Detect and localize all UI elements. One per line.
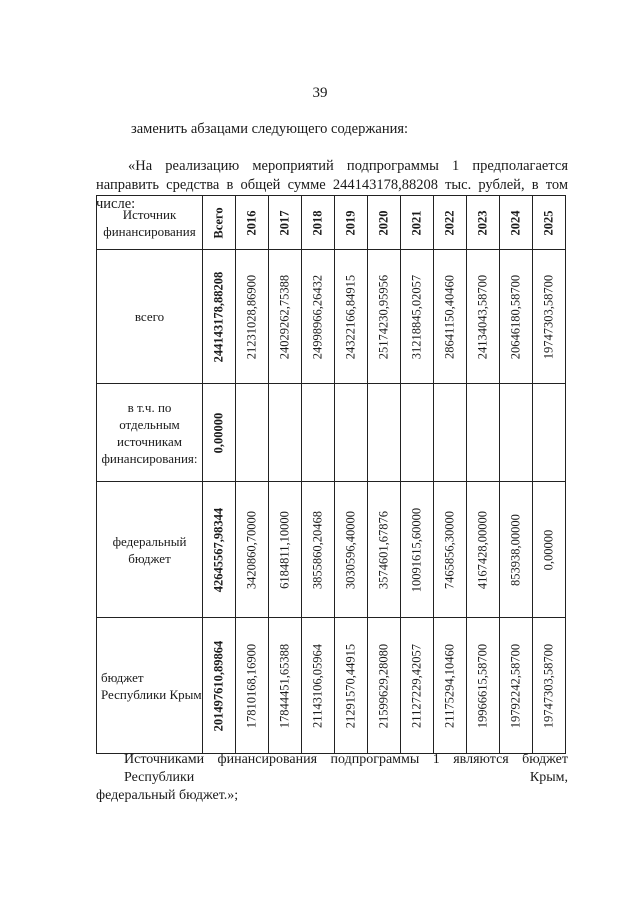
value-cell: 24998966,26432 (302, 250, 335, 384)
value-cell (302, 384, 335, 482)
value-cell: 19792242,58700 (500, 618, 533, 754)
value-cell: 25174230,95956 (368, 250, 401, 384)
value-cell: 24322166,84915 (335, 250, 368, 384)
value-cell: 21599629,28080 (368, 618, 401, 754)
value-cell (467, 384, 500, 482)
table-header-row (97, 196, 566, 250)
value-cell (500, 384, 533, 482)
row-label-cell: бюджет Республики Крым (97, 618, 203, 754)
header-source-cell: Источник финансирования (97, 196, 203, 250)
value-cell: 19747303,58700 (533, 250, 566, 384)
financing-table (96, 195, 566, 754)
value-cell (401, 384, 434, 482)
row-total-cell: 42645567,98344 (203, 482, 236, 618)
table-row (97, 482, 566, 618)
funding-paragraph-line-1: «На реализацию мероприятий подпрограммы 1 предполагается (128, 158, 568, 174)
header-year-cell: 2022 (434, 196, 467, 250)
value-cell: 6184811,10000 (269, 482, 302, 618)
value-cell (434, 384, 467, 482)
sources-paragraph (96, 751, 568, 805)
value-cell (335, 384, 368, 482)
header-year-cell: 2019 (335, 196, 368, 250)
header-year-cell: 2020 (368, 196, 401, 250)
value-cell: 3420860,70000 (236, 482, 269, 618)
row-total-cell: 0,00000 (203, 384, 236, 482)
funding-paragraph-line-2: направить средства в общей сумме 244143178,88208 тыс. рублей, в том числе: (96, 177, 568, 212)
header-year-cell: 2018 (302, 196, 335, 250)
row-label-cell: в т.ч. по отдельным источникам финансирования: (97, 384, 203, 482)
value-cell: 21291570,44915 (335, 618, 368, 754)
value-cell: 24029262,75388 (269, 250, 302, 384)
value-cell: 21231028,86900 (236, 250, 269, 384)
row-total-cell: 244143178,88208 (203, 250, 236, 384)
table-row (97, 250, 566, 384)
table-row (97, 618, 566, 754)
value-cell (269, 384, 302, 482)
page-number: 39 (312, 85, 328, 101)
row-total-cell: 201497610,89864 (203, 618, 236, 754)
sources-paragraph-line-1: Источниками финансирования подпрограммы 1 являются бюджет Республики Крым, (124, 752, 568, 785)
value-cell: 21175294,10460 (434, 618, 467, 754)
value-cell (368, 384, 401, 482)
header-year-cell: 2023 (467, 196, 500, 250)
row-label-cell: федеральный бюджет (97, 482, 203, 618)
value-cell: 19747303,58700 (533, 618, 566, 754)
value-cell: 3030596,40000 (335, 482, 368, 618)
value-cell: 7465856,30000 (434, 482, 467, 618)
value-cell: 19966615,58700 (467, 618, 500, 754)
table-row (97, 384, 566, 482)
value-cell: 3574601,67876 (368, 482, 401, 618)
value-cell: 4167428,00000 (467, 482, 500, 618)
value-cell: 17810168,16900 (236, 618, 269, 754)
row-label-cell: всего (97, 250, 203, 384)
value-cell: 21127229,42057 (401, 618, 434, 754)
header-year-cell: 2025 (533, 196, 566, 250)
value-cell: 31218845,02057 (401, 250, 434, 384)
value-cell: 21143106,05964 (302, 618, 335, 754)
value-cell: 20646180,58700 (500, 250, 533, 384)
header-year-cell: 2017 (269, 196, 302, 250)
value-cell: 3855860,20468 (302, 482, 335, 618)
header-total-cell: Всего (203, 196, 236, 250)
value-cell: 17844451,65388 (269, 618, 302, 754)
value-cell: 10091615,60000 (401, 482, 434, 618)
header-year-cell: 2021 (401, 196, 434, 250)
value-cell (236, 384, 269, 482)
value-cell: 24134043,58700 (467, 250, 500, 384)
value-cell: 0,00000 (533, 482, 566, 618)
sources-paragraph-line-2: федеральный бюджет.»; (96, 788, 239, 803)
intro-line: заменить абзацами следующего содержания: (131, 121, 409, 137)
header-year-cell: 2024 (500, 196, 533, 250)
value-cell: 28641150,40460 (434, 250, 467, 384)
value-cell (533, 384, 566, 482)
value-cell: 853938,00000 (500, 482, 533, 618)
header-year-cell: 2016 (236, 196, 269, 250)
